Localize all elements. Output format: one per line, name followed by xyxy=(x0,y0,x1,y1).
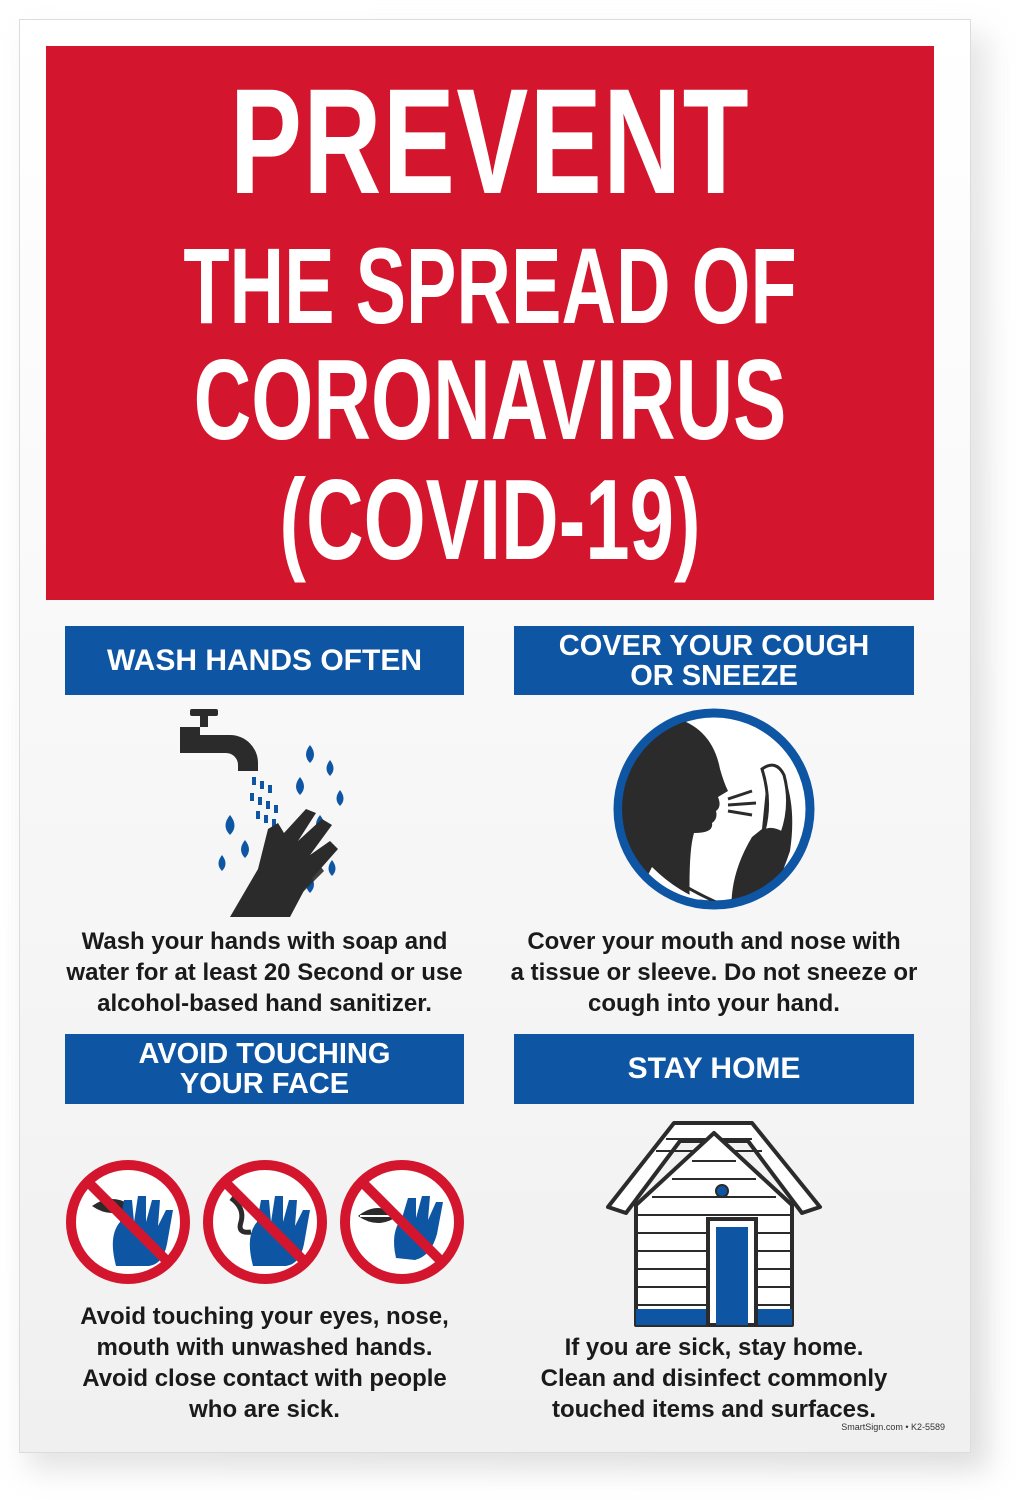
faucet-handwash-icon xyxy=(160,705,360,920)
avoid-touching-banner xyxy=(65,1034,464,1104)
cover-cough-desc xyxy=(504,926,924,1019)
header-coronavirus: CORONAVIRUS xyxy=(193,337,787,464)
header-prevent: PREVENT xyxy=(229,57,751,225)
cover-cough-title-line-1: COVER YOUR COUGH xyxy=(558,629,870,662)
cover-cough-banner xyxy=(514,626,914,695)
wash-desc-line-2: water for at least 20 Second or use xyxy=(66,959,463,986)
avoid-desc-line-1: Avoid touching your eyes, nose, xyxy=(80,1303,449,1330)
house-icon xyxy=(602,1115,827,1333)
wash-hands-desc xyxy=(65,926,464,1019)
cough-into-tissue-icon xyxy=(612,707,816,911)
header-spread-of: THE SPREAD OF xyxy=(183,225,797,346)
wash-desc-line-1: Wash your hands with soap and xyxy=(81,928,448,955)
stay-home-title: STAY HOME xyxy=(627,1052,801,1085)
home-desc-line-3: touched items and surfaces. xyxy=(551,1396,877,1423)
header-panel xyxy=(46,46,934,600)
stay-home-desc xyxy=(504,1332,924,1425)
wash-hands-title: WASH HANDS OFTEN xyxy=(107,643,422,677)
avoid-desc-line-2: mouth with unwashed hands. xyxy=(96,1334,433,1361)
avoid-desc-line-4: who are sick. xyxy=(189,1396,340,1423)
stay-home-banner xyxy=(514,1034,914,1104)
cover-cough-title-line-2: OR SNEEZE xyxy=(630,659,798,692)
wash-desc-line-3: alcohol-based hand sanitizer. xyxy=(97,990,432,1017)
avoid-desc-line-3: Avoid close contact with people xyxy=(82,1365,447,1392)
cover-desc-line-1: Cover your mouth and nose with xyxy=(527,928,901,955)
no-touch-face-icons xyxy=(64,1158,466,1288)
sign-board xyxy=(19,19,971,1453)
home-desc-line-2: Clean and disinfect commonly xyxy=(540,1365,888,1392)
cover-desc-line-2: a tissue or sleeve. Do not sneeze or xyxy=(510,959,918,986)
no-touch-nose-icon xyxy=(208,1165,322,1279)
header-covid19: (COVID-19) xyxy=(279,457,701,584)
no-touch-eyes-icon xyxy=(71,1165,185,1279)
cover-desc-line-3: cough into your hand. xyxy=(588,990,840,1017)
avoid-title-line-1: AVOID TOUCHING xyxy=(138,1038,391,1070)
avoid-title-line-2: YOUR FACE xyxy=(179,1068,350,1100)
footer-credit: SmartSign.com • K2-5589 xyxy=(841,1422,945,1432)
avoid-touching-desc xyxy=(65,1301,464,1425)
no-touch-mouth-icon xyxy=(345,1165,459,1279)
home-desc-line-1: If you are sick, stay home. xyxy=(564,1334,864,1361)
wash-hands-banner xyxy=(65,626,464,695)
